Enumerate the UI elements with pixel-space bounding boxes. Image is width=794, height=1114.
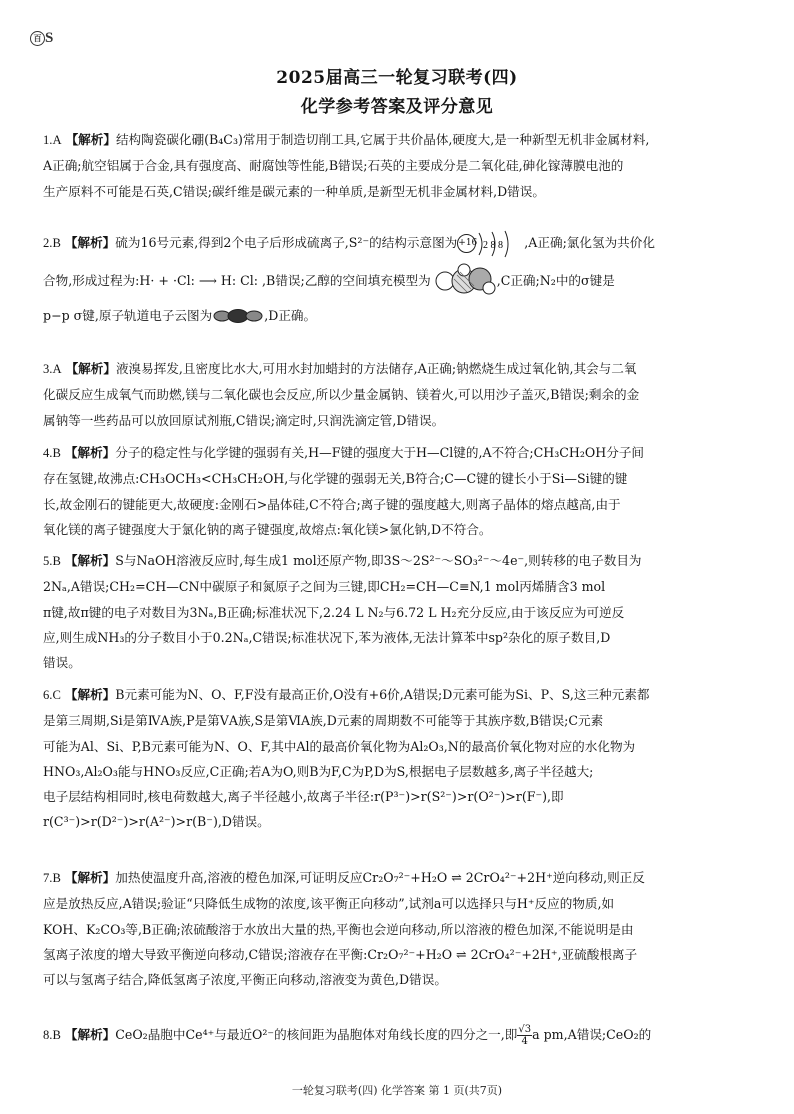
- analysis-tag: 【解析】: [64, 235, 116, 250]
- question-number: 5.B: [43, 554, 61, 568]
- question-number: 3.A: [43, 362, 62, 376]
- analysis-tag: 【解析】: [64, 1027, 116, 1042]
- answer-line: 错误。: [43, 655, 81, 671]
- question-1: [43, 127, 761, 204]
- answer-line: 结构陶瓷碳化硼(B₄C₃)常用于制造切削工具,它属于共价晶体,硬度大,是一种新型无机非金属材料,: [115, 132, 650, 147]
- analysis-tag: 【解析】: [64, 445, 116, 460]
- question-3: [43, 356, 761, 433]
- sigma-bond-orbital-cloud: [212, 308, 264, 324]
- answer-line: A正确;航空铝属于合金,具有强度高、耐腐蚀等性能,B错误;石英的主要成分是二氧化硅,砷化镓薄膜电池的: [43, 158, 624, 174]
- answer-line: KOH、K₂CO₃等,B正确;浓硫酸溶于水放出大量的热,平衡也会逆向移动,所以溶液的橙色加深,不能说明是由: [43, 921, 634, 937]
- answer-text: ,A正确;氯化氢为共价化: [524, 235, 655, 250]
- answer-line: 存在氢键,故沸点:CH₃OCH₃<CH₃CH₂OH,与化学键的强弱无关,B符合;C—C键的键长小于Si—Si键的键: [43, 471, 628, 487]
- page-footer: 一轮复习联考(四) 化学答案 第 1 页(共7页): [291, 1084, 503, 1097]
- answer-line: 氧化镁的离子键强度大于氯化钠的离子键强度,故熔点:氧化镁>氯化钠,D不符合。: [43, 521, 492, 537]
- answer-line: B元素可能为N、O、F,F没有最高正价,O没有+6价,A错误;D元素可能为Si、P、S,这三种元素都: [115, 687, 650, 702]
- answer-text: p−p σ键,原子轨道电子云图为: [43, 307, 213, 323]
- analysis-tag: 【解析】: [64, 687, 116, 702]
- answer-line: 电子层结构相同时,核电荷数越大,离子半径越小,故离子半径:r(P³⁻)>r(S²⁻)>r(O²⁻)>r(F⁻),即: [43, 789, 564, 805]
- fraction-sqrt3-over-4: [517, 1024, 532, 1047]
- shell-counts: 2 8 8: [483, 239, 504, 251]
- answer-line: 化碳反应生成氧气而助燃,镁与二氧化碳也会反应,所以少量金属钠、镁着火,可以用沙子盖灭,B错误;剩余的金: [43, 387, 640, 403]
- answer-line: 是第三周期,Si是第ⅣA族,P是第ⅤA族,S是第ⅥA族,D元素的周期数不可能等于其族序数,B错误;C元素: [43, 713, 604, 729]
- answer-subtitle: 化学参考答案及评分意见: [300, 97, 494, 117]
- answer-text: ,C正确;N₂中的σ键是: [496, 272, 615, 288]
- answer-line: 液溴易挥发,且密度比水大,可用水封加蜡封的方法储存,A正确;钠燃烧生成过氧化钠,其会与二氧: [115, 361, 637, 376]
- analysis-tag: 【解析】: [65, 361, 116, 376]
- answer-line: 加热使温度升高,溶液的橙色加深,可证明反应Cr₂O₇²⁻+H₂O ⇌ 2CrO₄²⁻+2H⁺逆向移动,则正反: [115, 870, 645, 885]
- question-number: 6.C: [43, 688, 61, 702]
- ethanol-space-filling-model: [431, 263, 497, 299]
- question-number: 2.B: [43, 236, 61, 250]
- answer-line: π键,故π键的电子对数目为3Nₐ,B正确;标准状况下,2.24 L N₂与6.72 L H₂充分反应,由于该反应为可逆反: [43, 604, 625, 620]
- logo-letter: S: [45, 30, 54, 46]
- logo-ring: 百: [30, 31, 45, 46]
- question-8: [43, 1018, 761, 1052]
- answer-text: CeO₂晶胞中Ce⁴⁺与最近O²⁻的核间距为晶胞体对角线长度的四分之一,即: [115, 1027, 518, 1042]
- answer-line: 分子的稳定性与化学键的强弱有关,H—F键的强度大于H—Cl键的,A不符合;CH₃CH₂OH分子间: [115, 445, 645, 460]
- answer-line: HNO₃,Al₂O₃能与HNO₃反应,C正确;若A为O,则B为F,C为P,D为S,根据电子层数越多,离子半径越大;: [43, 763, 594, 779]
- sulfide-nucleus: +16: [457, 234, 476, 253]
- question-number: 8.B: [43, 1028, 61, 1042]
- answer-line: 可以与氢离子结合,降低氢离子浓度,平衡正向移动,溶液变为黄色,D错误。: [43, 972, 447, 988]
- analysis-tag: 【解析】: [64, 870, 116, 885]
- answer-line: 2Nₐ,A错误;CH₂=CH—CN中碳原子和氮原子之间为三键,即CH₂=CH—C≡N,1 mol丙烯腈含3 mol: [43, 579, 606, 595]
- logo-mark: [30, 30, 53, 47]
- answer-line: 应是放热反应,A错误;验证“只降低生成物的浓度,该平衡正向移动”,试剂a可以选择只与H⁺反应的物质,如: [43, 896, 615, 912]
- analysis-tag: 【解析】: [65, 132, 116, 147]
- answer-line: 生产原料不可能是石英,C错误;碳纤维是碳元素的一种单质,是新型无机非金属材料,D错误。: [43, 183, 545, 199]
- question-number: 1.A: [43, 133, 62, 147]
- exam-title: 2025届高三一轮复习联考(四): [276, 68, 518, 88]
- answer-line: 可能为Al、Si、P,B元素可能为N、O、F,其中Al的最高价氧化物为Al₂O₃,N的最高价氧化物对应的水化物为: [43, 738, 636, 754]
- answer-line: 应,则生成NH₃的分子数目小于0.2Nₐ,C错误;标准状况下,苯为液体,无法计算苯中sp²杂化的原子数目,D: [43, 629, 611, 645]
- fraction-numerator: √3: [518, 1024, 532, 1035]
- question-number: 4.B: [43, 446, 61, 460]
- question-6: [43, 682, 761, 835]
- answer-text: 硫为16号元素,得到2个电子后形成硫离子,S²⁻的结构示意图为: [115, 235, 458, 250]
- answer-line: S与NaOH溶液反应时,每生成1 mol还原产物,即3S～2S²⁻～SO₃²⁻～4e⁻,则转移的电子数目为: [115, 553, 642, 568]
- analysis-tag: 【解析】: [64, 553, 116, 568]
- answer-text: 合物,形成过程为:H· + ·Cl: ⟶ H: Cl: ,B错误;乙醇的空间填充模型为: [43, 272, 431, 288]
- fraction-denominator: 4: [521, 1036, 528, 1047]
- question-2: [43, 228, 761, 328]
- answer-line: 属钠等一些药品可以放回原试剂瓶,C错误;滴定时,只润洗滴定管,D错误。: [43, 412, 445, 428]
- question-5: [43, 548, 761, 675]
- question-number: 7.B: [43, 871, 61, 885]
- electron-shells-diagram: [476, 229, 524, 259]
- answer-line: r(C³⁻)>r(D²⁻)>r(A²⁻)>r(B⁻),D错误。: [43, 814, 270, 830]
- answer-text: ,D正确。: [264, 307, 317, 323]
- answer-text: a pm,A错误;CeO₂的: [532, 1027, 652, 1042]
- answer-line: 长,故金刚石的键能更大,故硬度:金刚石>晶体硅,C不符合;离子键的强度越大,则离子晶体的熔点越高,由于: [43, 496, 621, 512]
- question-4: [43, 440, 761, 542]
- answer-line: 氢离子浓度的增大导致平衡逆向移动,C错误;溶液存在平衡:Cr₂O₇²⁻+H₂O ⇌ 2CrO₄²⁻+2H⁺,亚硫酸根离子: [43, 946, 638, 962]
- question-7: [43, 865, 761, 992]
